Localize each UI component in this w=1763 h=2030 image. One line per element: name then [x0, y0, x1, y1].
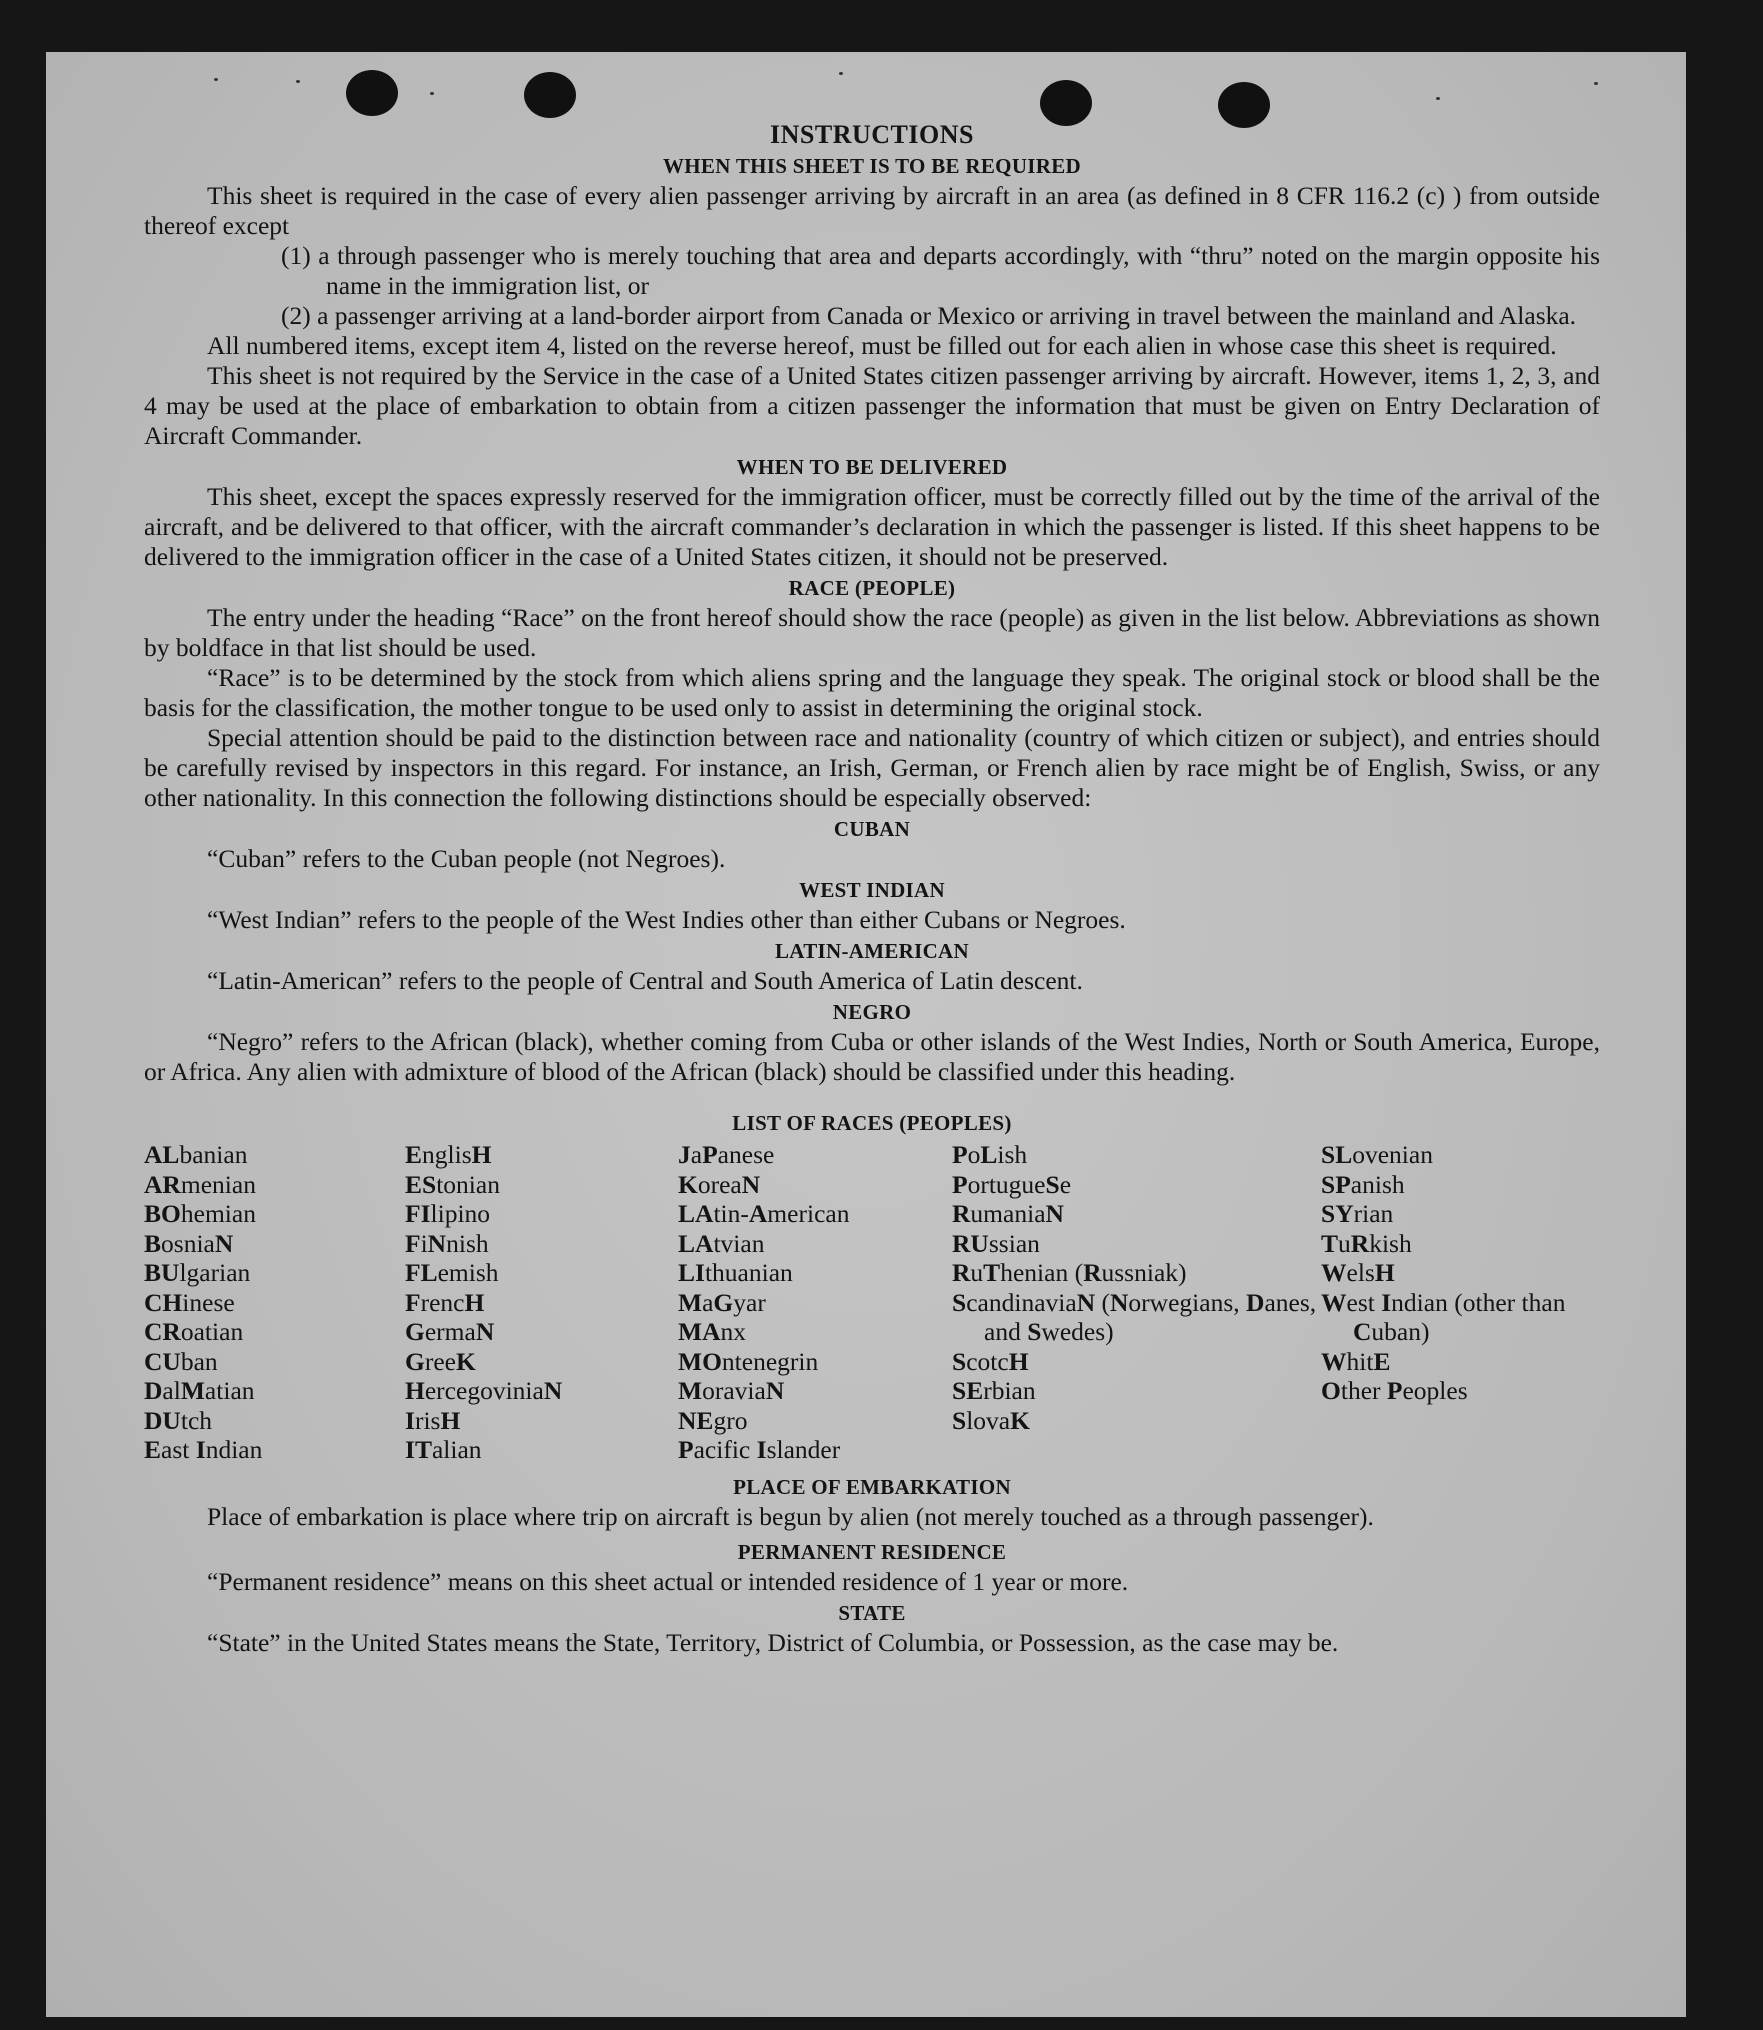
race-entry: PortugueSe [952, 1169, 1072, 1199]
race-entry: RUssian [952, 1228, 1040, 1258]
paragraph: Place of embarkation is place where trip on aircraft is begun by alien (not merely touched as a through passenger). [207, 1501, 1374, 1531]
race-entry: PoLish [952, 1140, 1028, 1169]
paragraph: “West Indian” refers to the people of the West Indies other than either Cubans or Negroes. [207, 905, 1126, 934]
race-entry: SlovaK [952, 1405, 1030, 1435]
paragraph: “State” in the United States means the State, Territory, District of Columbia, or Possession, as the case may be. [207, 1627, 1339, 1657]
race-entry: EStonian [405, 1169, 500, 1199]
race-column [952, 1140, 1321, 1465]
race-entry: GermaN [405, 1317, 495, 1346]
paragraph: “Latin-American” refers to the people of Central and South America of Latin descent. [207, 966, 1083, 995]
race-entry: SLovenian [1321, 1140, 1433, 1169]
race-entry: ARmenian [144, 1169, 256, 1199]
race-entry: GreeK [405, 1346, 476, 1376]
race-entry: RuThenian (Russniak) [952, 1258, 1187, 1287]
race-entry: FLemish [405, 1258, 499, 1287]
paragraph: “Negro” refers to the African (black), whether coming from Cuba or other islands of the West Indies, North or South America, Europe, or Africa. Any alien with admixture of blood of the African (black) should be classified under this heading. [144, 1027, 1600, 1086]
race-entry: SErbian [952, 1376, 1036, 1405]
race-entry: SPanish [1321, 1169, 1405, 1199]
race-entry: LAtin-American [678, 1199, 850, 1228]
race-entry: MOntenegrin [678, 1346, 819, 1376]
race-column [144, 1140, 405, 1465]
paragraph: This sheet is required in the case of every alien passenger arriving by aircraft in an area (as defined in 8 CFR 116.2 (c) ) from outside thereof except [144, 181, 1600, 240]
race-entry: CHinese [144, 1287, 235, 1317]
race-entry: NEgro [678, 1405, 748, 1435]
race-entry: Pacific Islander [678, 1435, 841, 1464]
race-entry: FiNnish [405, 1228, 489, 1258]
race-column [678, 1140, 952, 1465]
race-entry: FrencH [405, 1287, 485, 1317]
race-list-heading: LIST OF RACES (PEOPLES) [732, 1111, 1012, 1135]
race-entry: DalMatian [144, 1376, 255, 1405]
race-entry: Other Peoples [1321, 1376, 1468, 1405]
race-column [405, 1140, 678, 1465]
page-title: INSTRUCTIONS [770, 120, 974, 149]
section-heading: NEGRO [832, 1000, 912, 1024]
section-heading: STATE [838, 1600, 906, 1625]
section-heading: PERMANENT RESIDENCE [737, 1539, 1007, 1564]
race-entry: ITalian [405, 1435, 482, 1464]
race-entry: FIlipino [405, 1199, 491, 1228]
paragraph: “Permanent residence” means on this sheet actual or intended residence of 1 year or more. [207, 1566, 1129, 1596]
section-heading: WEST INDIAN [799, 878, 945, 902]
race-entry: ALbanian [144, 1140, 248, 1169]
race-entry: DUtch [144, 1405, 213, 1435]
race-entry: KoreaN [678, 1169, 761, 1199]
section-heading: WHEN THIS SHEET IS TO BE REQUIRED [662, 154, 1081, 178]
section-heading: PLACE OF EMBARKATION [733, 1474, 1011, 1499]
race-column [1321, 1140, 1600, 1465]
race-entry: IrisH [405, 1405, 461, 1435]
race-entry: West Indian (other than Cuban) [1321, 1287, 1566, 1346]
race-entry: MoraviaN [678, 1376, 785, 1405]
exception-item: (2) a passenger arriving at a land-border airport from Canada or Mexico or arriving in travel between the mainland and Alaska. [281, 301, 1577, 330]
race-entry: BOhemian [144, 1199, 256, 1228]
race-entry: BUlgarian [144, 1258, 251, 1287]
section-heading: WHEN TO BE DELIVERED [736, 455, 1008, 479]
section-heading: RACE (PEOPLE) [788, 576, 956, 600]
paragraph: This sheet, except the spaces expressly reserved for the immigration officer, must be correctly filled out by the time of the arrival of the aircraft, and be delivered to that officer, with the aircraft commander’s declaration in which the passenger is listed. If this sheet happens to be delivered to the immigration officer in the case of a United States citizen, it should not be preserved. [144, 482, 1600, 571]
race-entry: SYrian [1321, 1199, 1394, 1228]
race-entry: ScotcH [952, 1346, 1029, 1376]
paragraph: Special attention should be paid to the distinction between race and nationality (country of which citizen or subject), and entries should be carefully revised by inspectors in this regard. For instance, an Irish, German, or French alien by race might be of English, Swiss, or any other nationality. In this connection the following distinctions should be especially observed: [144, 723, 1600, 812]
paragraph: All numbered items, except item 4, listed on the reverse hereof, must be filled out for each alien in whose case this sheet is required. [207, 331, 1557, 360]
race-list [144, 1140, 1600, 1465]
document-sheet [46, 52, 1686, 2017]
race-entry: WhitE [1321, 1346, 1391, 1376]
race-entry: JaPanese [678, 1140, 775, 1169]
race-entry: East Indian [144, 1435, 263, 1464]
instructions-content [144, 120, 1600, 1658]
race-entry: RumaniaN [952, 1199, 1064, 1228]
race-entry: HercegoviniaN [405, 1376, 563, 1405]
paragraph: The entry under the heading “Race” on the front hereof should show the race (people) as given in the list below. Abbreviations as shown by boldface in that list should be used. [144, 603, 1600, 662]
race-entry: MAnx [678, 1317, 746, 1346]
race-entry: WelsH [1321, 1258, 1395, 1287]
punch-hole [524, 72, 576, 118]
race-entry: EnglisH [405, 1140, 492, 1169]
race-entry: CUban [144, 1346, 218, 1376]
paragraph: This sheet is not required by the Service in the case of a United States citizen passenger arriving by aircraft. However, items 1, 2, 3, and 4 may be used at the place of embarkation to obtain from a citizen passenger the information that must be given on Entry Declaration of Aircraft Commander. [144, 361, 1600, 450]
race-entry: LAtvian [678, 1228, 765, 1258]
race-entry: LIthuanian [678, 1258, 793, 1287]
paragraph: “Cuban” refers to the Cuban people (not Negroes). [207, 844, 726, 873]
race-entry: TuRkish [1321, 1228, 1412, 1258]
paragraph: “Race” is to be determined by the stock from which aliens spring and the language they speak. The original stock or blood shall be the basis for the classification, the mother tongue to be used only to assist in determining the original stock. [144, 663, 1600, 722]
section-heading: LATIN-AMERICAN [775, 939, 969, 963]
race-entry: ScandinaviaN (Norwegians, Danes, and Swedes) [952, 1287, 1317, 1346]
race-entry: CRoatian [144, 1317, 244, 1346]
race-entry: MaGyar [678, 1287, 766, 1317]
exception-item: (1) a through passenger who is merely touching that area and departs accordingly, with “thru” noted on the margin opposite his name in the immigration list, or [281, 241, 1600, 300]
punch-hole [346, 70, 398, 116]
section-heading: CUBAN [833, 817, 911, 841]
race-entry: BosniaN [144, 1228, 234, 1258]
